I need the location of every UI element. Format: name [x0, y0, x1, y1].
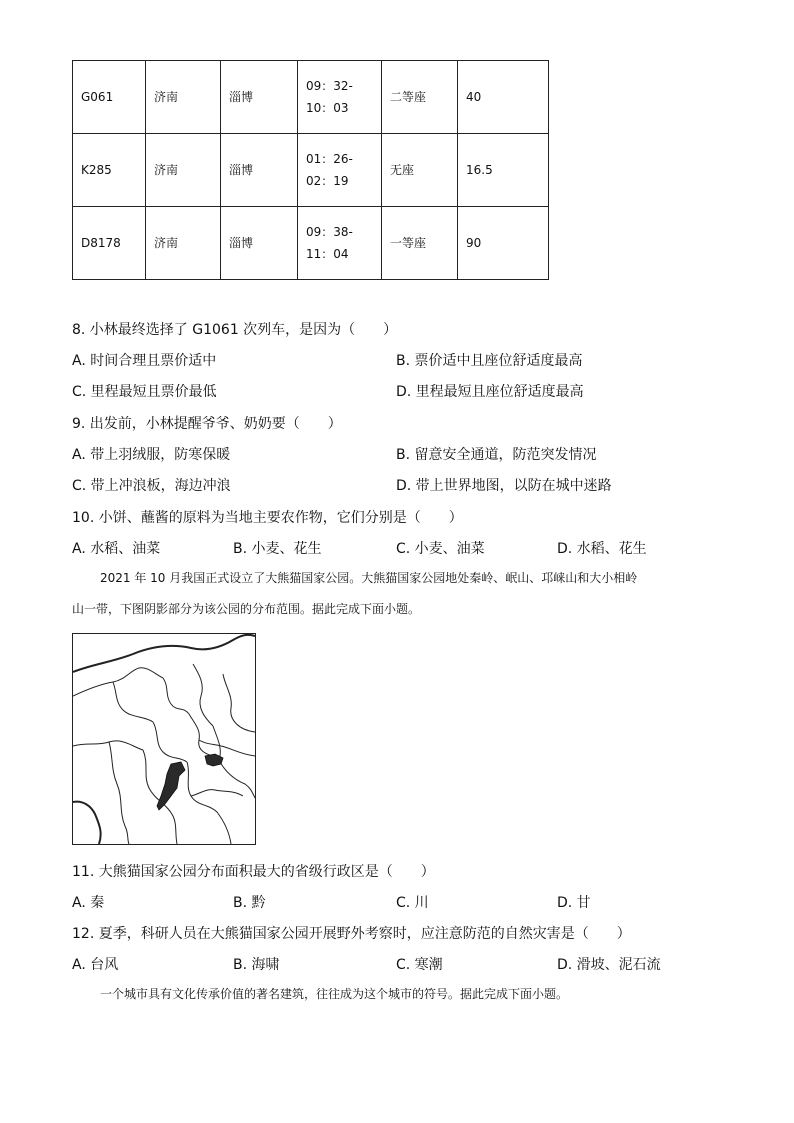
city-building-passage — [72, 979, 722, 1010]
question-11-option-b: B. 黔 — [233, 895, 266, 911]
travel-time — [298, 61, 382, 134]
question-9-stem: 9. 出发前，小林提醒爷爷、奶奶要（ ） — [72, 416, 342, 432]
time-start: 09：38- — [306, 225, 353, 239]
departure-station: 济南 — [146, 61, 221, 134]
seat-class: 无座 — [382, 134, 458, 207]
table-row — [73, 61, 549, 134]
question-9-option-b: B. 留意安全通道，防范突发情况 — [396, 447, 597, 463]
seat-class: 一等座 — [382, 207, 458, 280]
question-8-option-a: A. 时间合理且票价适中 — [72, 353, 217, 369]
passage-line: 一个城市具有文化传承价值的著名建筑，往往成为这个城市的符号。据此完成下面小题。 — [100, 987, 569, 1001]
panda-park-map — [72, 633, 256, 845]
park-shaded-area — [157, 762, 185, 810]
time-end: 11：04 — [306, 247, 349, 261]
question-10-option-c: C. 小麦、油菜 — [396, 541, 485, 557]
question-12-option-c: C. 寒潮 — [396, 957, 443, 973]
train-schedule-table — [72, 60, 549, 280]
ticket-price: 16.5 — [458, 134, 549, 207]
travel-time — [298, 207, 382, 280]
arrival-station: 淄博 — [221, 134, 298, 207]
question-11-option-d: D. 甘 — [557, 895, 591, 911]
departure-station: 济南 — [146, 207, 221, 280]
question-12-stem: 12. 夏季，科研人员在大熊猫国家公园开展野外考察时，应注意防范的自然灾害是（ ） — [72, 926, 631, 942]
question-10-option-a: A. 水稻、油菜 — [72, 541, 161, 557]
question-12-option-d: D. 滑坡、泥石流 — [557, 957, 661, 973]
question-11-stem: 11. 大熊猫国家公园分布面积最大的省级行政区是（ ） — [72, 864, 435, 880]
question-10-option-d: D. 水稻、花生 — [557, 541, 647, 557]
question-12-option-b: B. 海啸 — [233, 957, 280, 973]
question-8-option-c: C. 里程最短且票价最低 — [72, 384, 217, 400]
question-11-option-a: A. 秦 — [72, 895, 105, 911]
time-end: 02：19 — [306, 174, 349, 188]
ticket-price: 40 — [458, 61, 549, 134]
arrival-station: 淄博 — [221, 61, 298, 134]
question-9-option-a: A. 带上羽绒服，防寒保暖 — [72, 447, 231, 463]
question-9-option-d: D. 带上世界地图，以防在城中迷路 — [396, 478, 612, 494]
question-10-option-b: B. 小麦、花生 — [233, 541, 322, 557]
question-11-option-c: C. 川 — [396, 895, 429, 911]
time-start: 01：26- — [306, 152, 353, 166]
time-start: 09：32- — [306, 79, 353, 93]
train-number: K285 — [73, 134, 146, 207]
ticket-price: 90 — [458, 207, 549, 280]
arrival-station: 淄博 — [221, 207, 298, 280]
province-boundary-map — [73, 634, 255, 844]
passage-line: 山一带，下图阴影部分为该公园的分布范围。据此完成下面小题。 — [72, 602, 421, 616]
question-10-stem: 10. 小饼、蘸酱的原料为当地主要农作物，它们分别是（ ） — [72, 510, 463, 526]
travel-time — [298, 134, 382, 207]
table-row — [73, 134, 549, 207]
time-end: 10：03 — [306, 101, 349, 115]
train-number: G061 — [73, 61, 146, 134]
question-8-stem: 8. 小林最终选择了 G1061 次列车，是因为（ ） — [72, 322, 398, 338]
passage-line: 2021 年 10 月我国正式设立了大熊猫国家公园。大熊猫国家公园地处秦岭、岷山、邛崃山和大小相岭 — [100, 571, 638, 585]
question-12-option-a: A. 台风 — [72, 957, 119, 973]
train-number: D8178 — [73, 207, 146, 280]
question-9-option-c: C. 带上冲浪板，海边冲浪 — [72, 478, 231, 494]
seat-class: 二等座 — [382, 61, 458, 134]
table-row — [73, 207, 549, 280]
question-8-option-b: B. 票价适中且座位舒适度最高 — [396, 353, 583, 369]
panda-park-passage — [72, 563, 722, 625]
question-8-option-d: D. 里程最短且座位舒适度最高 — [396, 384, 584, 400]
departure-station: 济南 — [146, 134, 221, 207]
